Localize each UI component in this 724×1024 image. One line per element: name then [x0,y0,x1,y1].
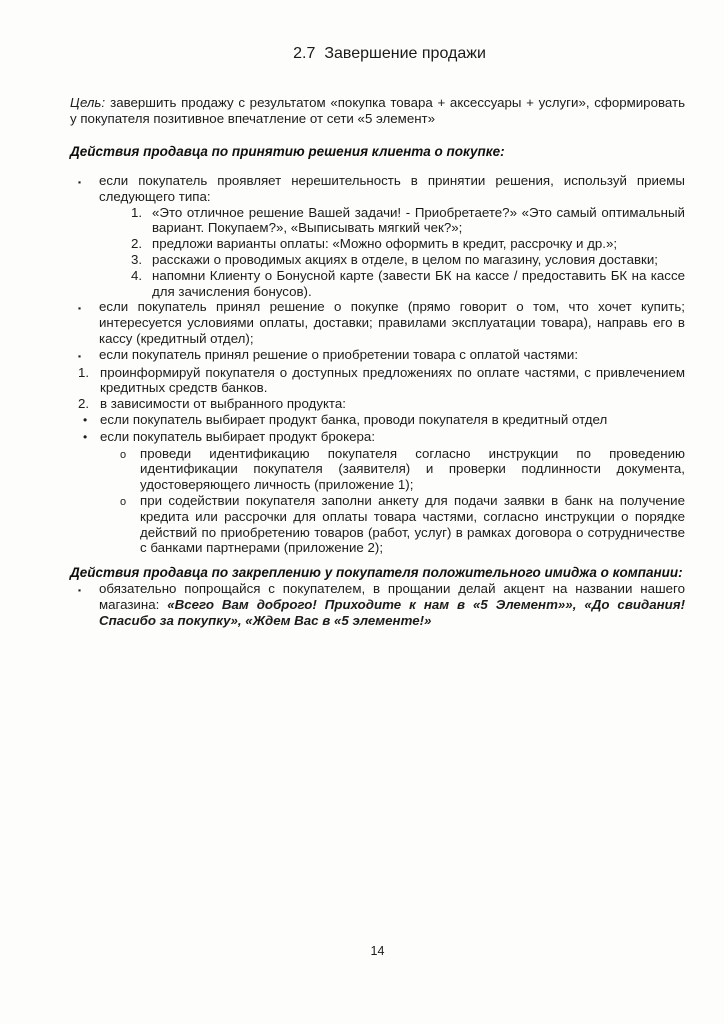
list-item-text: предложи варианты оплаты: «Можно оформить в кредит, рассрочку и др.»; [152,236,618,252]
section-title-text: Завершение продажи [324,45,486,62]
list-item-text: при содействии покупателя заполни анкету для подачи заявки в банк на получение кредита или рассрочки для оплаты товара частями, согласно инструкции о порядке действий по приобретению товаров (работ, услуг) в рамках договора о сотрудничестве с банками партнерами (приложение 2); [140,492,685,556]
list-item [131,268,685,300]
square-bullet-icon: ▪ [78,585,82,596]
square-bullet-icon: ▪ [78,177,82,187]
list-item-text: если покупатель принял решение о приобретении товара с оплатой частями: [99,346,579,362]
list-item [131,205,685,237]
list-item [120,493,685,556]
farewell-text-emphasis: «Всего Вам доброго! Приходите к нам в «5 Элемент»», «До свидания! Спасибо за покупку», «Ждем Вас в «5 элементе!» [99,596,685,628]
list-item-text: расскажи о проводимых акциях в отделе, в целом по магазину, условия доставки; [152,251,658,267]
list-item-text: «Это отличное решение Вашей задачи! - Приобретаете?» «Это самый оптимальный вариант. Покупаем?», «Выписывать мягкий чек?»; [152,204,685,236]
list-item-text: если покупатель выбирает продукт банка, проводи покупателя в кредитный отдел [100,411,608,427]
list-item-text: в зависимости от выбранного продукта: [100,396,346,412]
page-title [70,44,685,64]
item-number: 1. [131,204,143,220]
list-item [70,173,685,205]
list-item [131,236,685,252]
dot-bullet-icon: • [83,429,88,444]
list-item [78,365,685,397]
list-item [120,446,685,493]
list-item-text: проинформируй покупателя о доступных предложениях по оплате частями, с привлечением кредитных средств банков. [100,364,685,396]
list-item-text [99,581,685,628]
goal-label: Цель: [70,95,106,110]
circle-bullet-icon: o [120,448,127,461]
page-content [70,44,685,629]
section1-heading: Действия продавца по принятию решения клиента о покупке: [70,144,505,159]
list-item [70,347,685,365]
section2-heading: Действия продавца по закреплению у покупателя положительного имиджа о компании: [70,565,683,581]
list-item-text: проведи идентификацию покупателя согласно инструкции по проведению идентификации покупателя (заявителя) и проверки подлинности документа, удостоверяющего личность (приложение 1); [140,445,685,493]
square-bullet-icon: ▪ [78,303,82,314]
item-number: 4. [131,267,143,283]
goal-text: завершить продажу с результатом «покупка товара + аксессуары + услуги», сформировать у покупателя позитивное впечатление от сети «5 элемент» [70,95,685,126]
section-number: 2.7 [293,45,316,62]
item-number: 2. [131,236,143,252]
farewell-text-normal: обязательно попрощайся с покупателем, в прощании делай акцент на названии нашего магазина: [99,581,685,612]
section1-list [70,173,685,556]
list-item [70,581,685,628]
goal-paragraph [70,95,685,127]
list-item-text: если покупатель выбирает продукт брокера: [100,428,376,444]
page-number: 14 [370,944,385,958]
list-item [131,252,685,268]
list-item [83,412,685,429]
dot-bullet-icon: • [83,412,88,427]
item-number: 3. [131,251,143,267]
list-item [78,396,685,412]
section2-list [70,581,685,628]
item-number: 2. [78,396,90,412]
list-item-text: если покупатель проявляет нерешительность в принятии решения, используй приемы следующего типа: [99,173,685,204]
item-number: 1. [78,364,90,380]
square-bullet-icon: ▪ [78,350,82,361]
list-item [83,429,685,446]
list-item-text: напомни Клиенту о Бонусной карте (завести БК на кассе / предоставить БК на кассе для зачисления бонусов). [152,267,685,299]
list-item-text: если покупатель принял решение о покупке (прямо говорит о том, что хочет купить; интересуется условиями оплаты, доставки; правилами эксплуатации товара), направь его в кассу (кредитный отдел); [99,299,685,346]
list-item [70,299,685,346]
circle-bullet-icon: o [120,495,127,508]
